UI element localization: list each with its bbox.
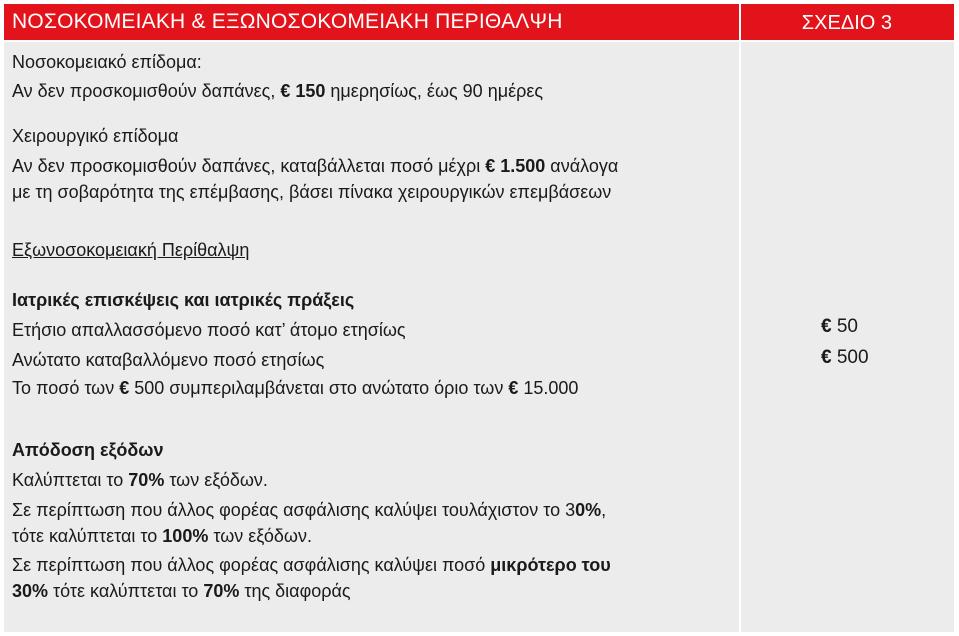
outpatient-note: Το ποσό των € 500 συμπεριλαμβάνεται στο ανώτατο όριο των € 15.000	[12, 378, 579, 398]
euro-icon: €	[821, 316, 832, 337]
max-amount: € 500	[821, 347, 869, 368]
reimbursement-line-3: τότε καλύπτεται το 100% των εξόδων.	[12, 526, 312, 546]
hospital-allowance-heading: Νοσοκομειακό επίδομα:	[12, 52, 202, 72]
surgical-allowance-title: Χειρουργικό επίδομα	[12, 126, 179, 146]
max-amount-label: Ανώτατο καταβαλλόμενο ποσό ετησίως	[12, 350, 325, 370]
hospital-allowance-title: Νοσοκομειακό επίδομα	[12, 52, 197, 72]
euro-icon: €	[821, 347, 832, 368]
coverage-details-cell	[4, 42, 739, 632]
reimbursement-line-4: Σε περίπτωση που άλλος φορέας ασφάλισης καλύψει ποσό μικρότερο του	[12, 555, 611, 575]
amounts-cell	[741, 42, 954, 632]
euro-icon: €	[508, 378, 519, 398]
euro-icon: €	[280, 81, 291, 101]
surgical-allowance-text: Αν δεν προσκομισθούν δαπάνες, καταβάλλεται ποσό μέχρι € 1.500 ανάλογα	[12, 156, 619, 176]
hospital-allowance-text: Αν δεν προσκομισθούν δαπάνες, € 150 ημερησίως, έως 90 ημέρες	[12, 81, 544, 101]
deductible-amount: € 50	[821, 316, 858, 337]
outpatient-subtitle: Ιατρικές επισκέψεις και ιατρικές πράξεις	[12, 290, 355, 310]
euro-icon: €	[119, 378, 130, 398]
deductible-label: Ετήσιο απαλλασσόμενο ποσό κατ’ άτομο ετησίως	[12, 320, 406, 340]
surgical-allowance-text-2: με τη σοβαρότητα της επέμβασης, βάσει πίνακα χειρουργικών επεμβάσεων	[12, 182, 612, 202]
reimbursement-line-5: 30% τότε καλύπτεται το 70% της διαφοράς	[12, 581, 351, 601]
euro-icon: €	[485, 156, 496, 176]
coverage-table	[4, 4, 954, 632]
section-header-title: ΝΟΣΟΚΟΜΕΙΑΚΗ & ΕΞΩΝΟΣΟΚΟΜΕΙΑΚΗ ΠΕΡΙΘΑΛΨΗ	[4, 4, 739, 40]
reimbursement-line-1: Καλύπτεται το 70% των εξόδων.	[12, 470, 268, 490]
reimbursement-line-2: Σε περίπτωση που άλλος φορέας ασφάλισης καλύψει τουλάχιστον το 30%,	[12, 500, 607, 520]
plan-label: ΣΧΕΔΙΟ 3	[741, 4, 954, 40]
outpatient-title: Εξωνοσοκομειακή Περίθαλψη	[12, 240, 250, 260]
reimbursement-title: Απόδοση εξόδων	[12, 440, 164, 460]
